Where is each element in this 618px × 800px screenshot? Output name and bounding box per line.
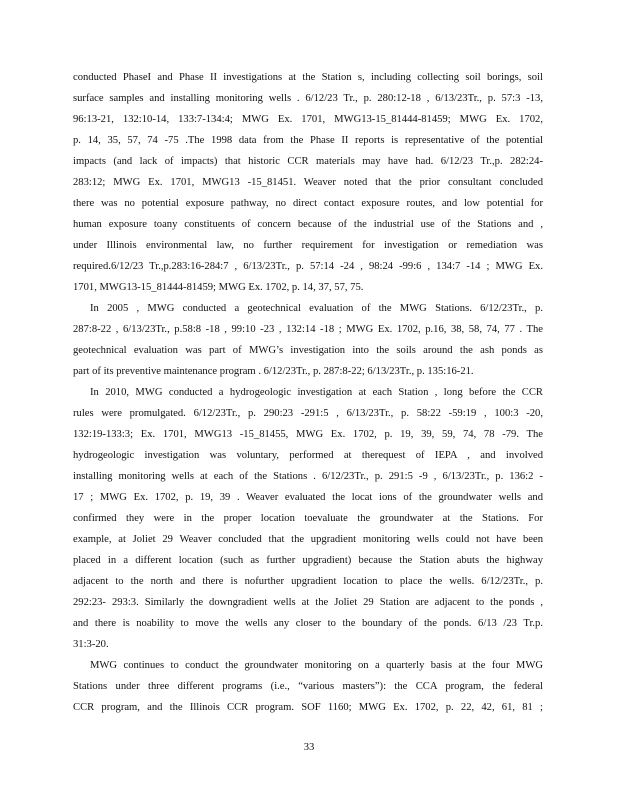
text-line: 287:8-22 , 6/13/23Tr., p.58:8 -18 , 99:10 -23 , 132:14 -18 ; MWG Ex. 1702, p.16, 38, 58, 74, 77 . The (73, 324, 543, 335)
text-line: 283:12; MWG Ex. 1701, MWG13 -15_81451. Weaver noted that the prior consultant concluded (73, 177, 543, 188)
text-line: 17 ; MWG Ex. 1702, p. 19, 39 . Weaver evaluated the locat ions of the groundwater wells and (73, 492, 543, 503)
text-line: there was no potential exposure pathway, no direct contact exposure routes, and low potential for (73, 198, 543, 209)
text-line: 292:23- 293:3. Similarly the downgradient wells at the Joliet 29 Station are adjacent to the ponds , (73, 597, 543, 608)
text-line: and there is noability to move the wells any closer to the boundary of the ponds. 6/13 /23 Tr.p. (73, 618, 543, 629)
text-line: example, at Joliet 29 Weaver concluded that the upgradient monitoring wells could not have been (73, 534, 543, 545)
text-line: placed in a different location (such as further upgradient) because the Station abuts the highway (73, 555, 543, 566)
text-line: adjacent to the north and there is nofurther upgradient location to place the wells. 6/12/23Tr., p. (73, 576, 543, 587)
text-line: conducted PhaseI and Phase II investigations at the Station s, including collecting soil borings, soil (73, 72, 543, 83)
paragraph-first-line: MWG continues to conduct the groundwater monitoring on a quarterly basis at the four MWG (90, 660, 543, 671)
text-line: p. 14, 35, 57, 74 -75 .The 1998 data from the Phase II reports is representative of the potential (73, 135, 543, 146)
text-line: CCR program, and the Illinois CCR program. SOF 1160; MWG Ex. 1702, p. 22, 42, 61, 81 ; (73, 702, 543, 713)
page-number: 33 (303, 742, 315, 753)
paragraph-first-line: In 2005 , MWG conducted a geotechnical evaluation of the MWG Stations. 6/12/23Tr., p. (90, 303, 543, 314)
text-line: rules were promulgated. 6/12/23Tr., p. 290:23 -291:5 , 6/13/23Tr., p. 58:22 -59:19 , 100:3 -20, (73, 408, 543, 419)
text-line: 96:13-21, 132:10-14, 133:7-134:4; MWG Ex. 1701, MWG13-15_81444-81459; MWG Ex. 1702, (73, 114, 543, 125)
text-line: Stations under three different programs (i.e., “various masters”): the CCA program, the federal (73, 681, 543, 692)
text-line: impacts (and lack of impacts) that historic CCR materials may have had. 6/12/23 Tr.,p. 282:24- (73, 156, 543, 167)
text-line: 1701, MWG13-15_81444-81459; MWG Ex. 1702, p. 14, 37, 57, 75. (73, 282, 364, 293)
text-line: part of its preventive maintenance program . 6/12/23Tr., p. 287:8-22; 6/13/23Tr., p. 135:16-21. (73, 366, 474, 377)
text-line: hydrogeologic investigation was voluntary, performed at therequest of IEPA , and involved (73, 450, 543, 461)
text-line: geotechnical evaluation was part of MWG’s investigation into the soils around the ash ponds as (73, 345, 543, 356)
text-line: confirmed they were in the proper location toevaluate the groundwater at the Stations. For (73, 513, 543, 524)
text-line: 31:3-20. (73, 639, 109, 650)
text-line: required.6/12/23 Tr.,p.283:16-284:7 , 6/13/23Tr., p. 57:14 -24 , 98:24 -99:6 , 134:7 -14 ; MWG Ex. (73, 261, 543, 272)
text-line: under Illinois environmental law, no further requirement for investigation or remediation was (73, 240, 543, 251)
text-line: human exposure toany constituents of concern because of the industrial use of the Stations and , (73, 219, 543, 230)
text-line: installing monitoring wells at each of the Stations . 6/12/23Tr., p. 291:5 -9 , 6/13/23Tr., p. 136:2 - (73, 471, 543, 482)
paragraph-first-line: In 2010, MWG conducted a hydrogeologic investigation at each Station , long before the CCR (90, 387, 543, 398)
text-line: surface samples and installing monitoring wells . 6/12/23 Tr., p. 280:12-18 , 6/13/23Tr., p. 57:3 -13, (73, 93, 543, 104)
text-line: 132:19-133:3; Ex. 1701, MWG13 -15_81455, MWG Ex. 1702, p. 19, 39, 59, 74, 78 -79. The (73, 429, 543, 440)
